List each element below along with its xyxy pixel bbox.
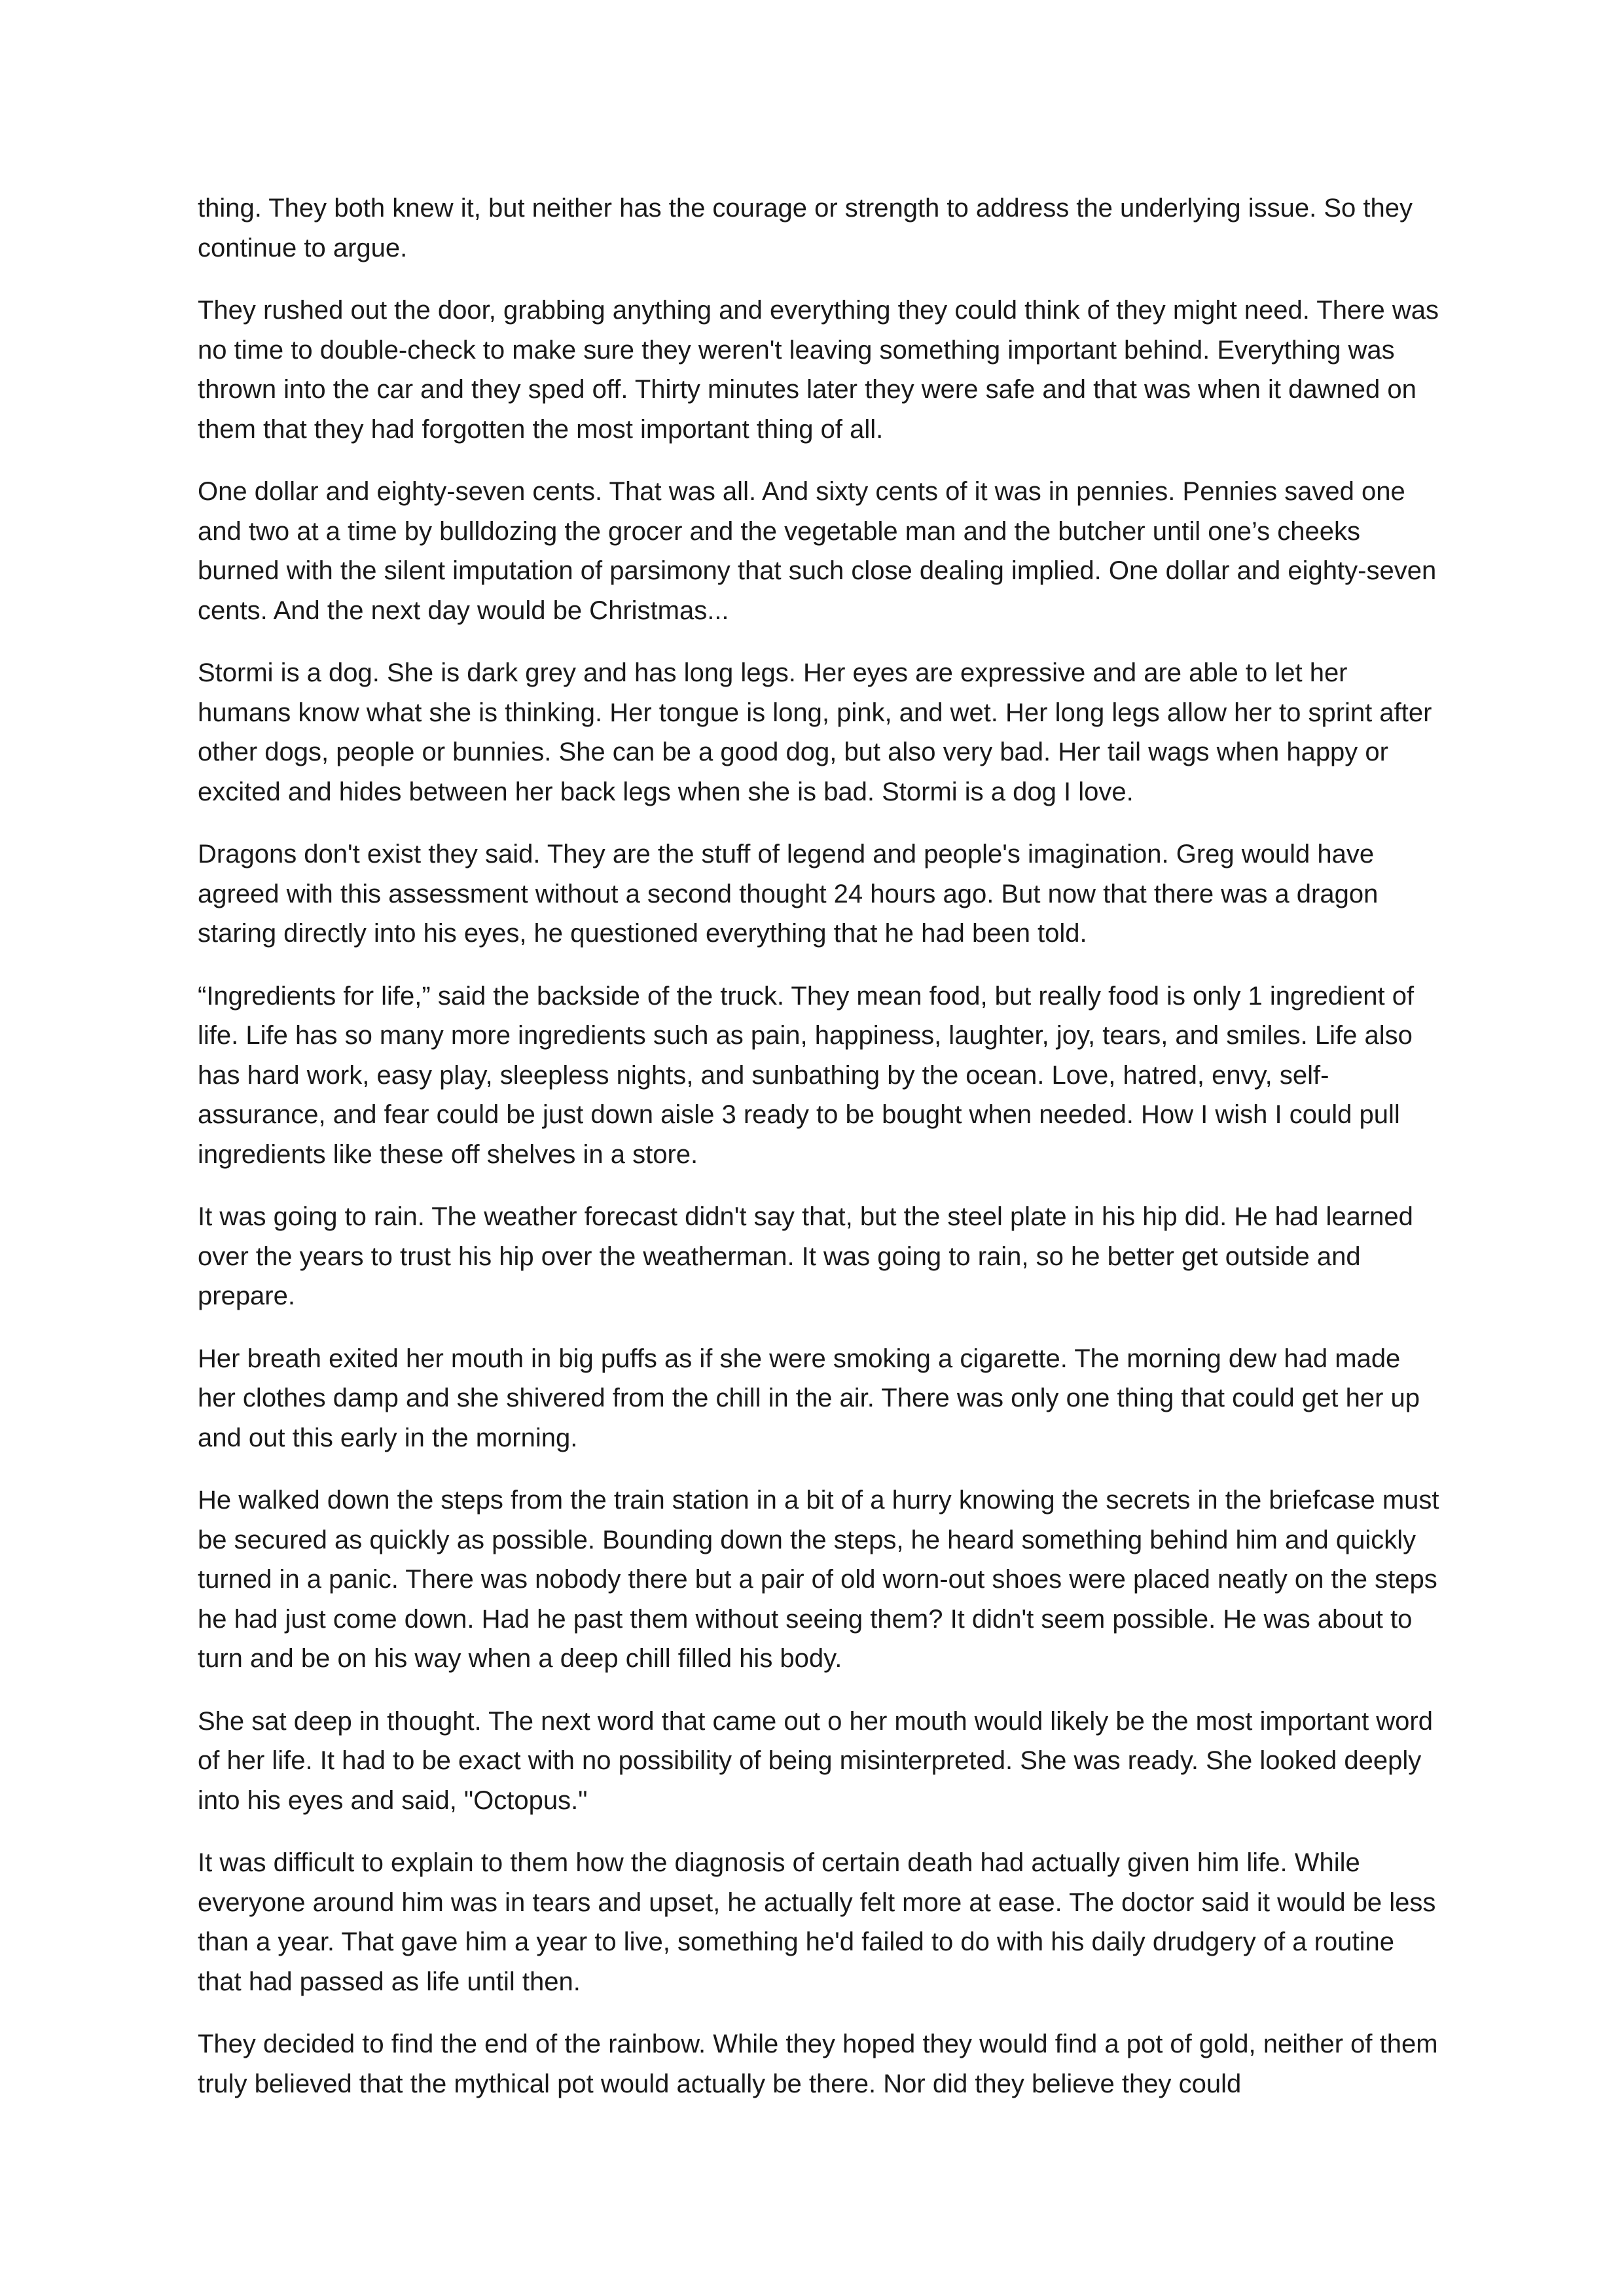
paragraph: They decided to find the end of the rainbow. While they hoped they would find a pot of gold, neither of them truly believed that the mythical pot would actually be there. Nor did they believe they could — [198, 2030, 1438, 2098]
paragraph: He walked down the steps from the train station in a bit of a hurry knowing the secrets in the briefcase must be secured as quickly as possible. Bounding down the steps, he heard something behind him and quickly turned in a panic. There was nobody there but a pair of old worn-out shoes were placed neatly on the steps he had just come down. Had he past them without seeing them? It didn't seem possible. He was about to turn and be on his way when a deep chill filled his body. — [198, 1486, 1439, 1673]
paragraph: One dollar and eighty-seven cents. That was all. And sixty cents of it was in pennies. Pennies saved one and two at a time by bulldozing the grocer and the vegetable man and the butcher until one’s cheeks burned with the silent imputation of parsimony that such close dealing implied. One dollar and eighty-seven cents. And the next day would be Christmas... — [198, 477, 1437, 625]
paragraph: She sat deep in thought. The next word that came out o her mouth would likely be the most important word of her life. It had to be exact with no possibility of being misinterpreted. She was ready. She looked deeply into his eyes and said, "Octopus." — [198, 1706, 1433, 1815]
paragraph: thing. They both knew it, but neither has the courage or strength to address the underlying issue. So they continue to argue. — [198, 194, 1413, 262]
paragraph: Dragons don't exist they said. They are the stuff of legend and people's imagination. Greg would have agreed with this assessment without a second thought 24 hours ago. But now that there was a dragon staring directly into his eyes, he questioned everything that he had been told. — [198, 840, 1379, 948]
paragraph: Her breath exited her mouth in big puffs as if she were smoking a cigarette. The morning dew had made her clothes damp and she shivered from the chill in the air. There was only one thing that could get her up and out this early in the morning. — [198, 1344, 1420, 1452]
paragraph: “Ingredients for life,” said the backside of the truck. They mean food, but really food is only 1 ingredient of life. Life has so many more ingredients such as pain, happiness, laughter, joy, tears, and smiles. Life also has hard work, easy play, sleepless nights, and sunbathing by the ocean. Love, hatred, envy, self-assurance, and fear could be just down aisle 3 ready to be bought when needed. How I wish I could pull ingredients like these off shelves in a store. — [198, 981, 1415, 1169]
paragraph: It was going to rain. The weather forecast didn't say that, but the steel plate in his hip did. He had learned over the years to trust his hip over the weatherman. It was going to rain, so he better get outside and prepare. — [198, 1202, 1413, 1310]
paragraph: It was difficult to explain to them how the diagnosis of certain death had actually given him life. While everyone around him was in tears and upset, he actually felt more at ease. The doctor said it would be less than a year. That gave him a year to live, something he'd failed to do with his daily drudgery of a routine that had passed as life until then. — [198, 1848, 1436, 1996]
document-body — [198, 188, 1441, 2126]
paragraph: They rushed out the door, grabbing anything and everything they could think of they might need. There was no time to double-check to make sure they weren't leaving something important behind. Everything was thrown into the car and they sped off. Thirty minutes later they were safe and that was when it dawned on them that they had forgotten the most important thing of all. — [198, 296, 1439, 444]
paragraph: Stormi is a dog. She is dark grey and has long legs. Her eyes are expressive and are able to let her humans know what she is thinking. Her tongue is long, pink, and wet. Her long legs allow her to sprint after other dogs, people or bunnies. She can be a good dog, but also very bad. Her tail wags when happy or excited and hides between her back legs when she is bad. Stormi is a dog I love. — [198, 658, 1432, 806]
